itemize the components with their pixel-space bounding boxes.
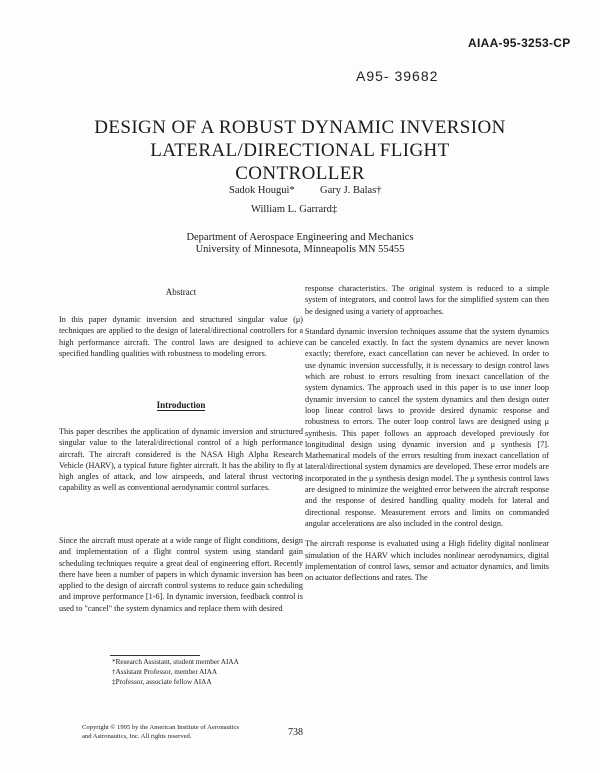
right-column xyxy=(305,283,549,592)
author-garrard: William L. Garrard‡ xyxy=(251,204,338,215)
footnotes xyxy=(112,657,239,687)
paper-title xyxy=(60,116,540,185)
abstract-heading: Abstract xyxy=(165,287,197,297)
copyright-line: and Astronautics, Inc. All rights reserved. xyxy=(82,732,192,740)
report-number: AIAA-95-3253-CP xyxy=(468,36,571,50)
introduction-heading xyxy=(59,400,303,410)
footnote-rule xyxy=(110,655,200,656)
introduction-heading-text: Introduction xyxy=(156,400,206,410)
copyright-notice xyxy=(82,724,239,741)
title-line: CONTROLLER xyxy=(235,163,365,184)
author-hougui: Sadok Hougui* xyxy=(229,185,295,196)
footnote: *Research Assistant, student member AIAA xyxy=(112,658,239,666)
title-line: DESIGN OF A ROBUST DYNAMIC INVERSION xyxy=(94,117,506,138)
affiliation-university: University of Minnesota, Minneapolis MN 55455 xyxy=(195,244,405,255)
copyright-line: Copyright © 1995 by the American Institute of Aeronautics xyxy=(82,724,240,731)
body-paragraph: response characteristics. The original system is reduced to a simple system of integrators, and control laws for the simplified system can then be designed using a variety of approaches. xyxy=(305,284,549,316)
affiliation-department: Department of Aerospace Engineering and Mechanics xyxy=(186,232,414,243)
introduction-paragraph-1 xyxy=(59,426,303,503)
accession-number: A95- 39682 xyxy=(356,68,439,84)
abstract-paragraph: In this paper dynamic inversion and structured singular value (μ) techniques are applied to the design of lateral/directional controllers for a high performance aircraft. The control laws are designed to achieve specified handling qualities with robustness to modeling errors. xyxy=(59,315,303,358)
body-paragraph: The aircraft response is evaluated using a High fidelity digital nonlinear simulation of the HARV which includes nonlinear aerodynamics, digital implementation of control laws, sensor and actuator dynamics, and limits on actuator deflections and rates. The xyxy=(305,539,549,583)
author-balas: Gary J. Balas† xyxy=(320,185,382,196)
affiliation xyxy=(120,232,480,256)
footnote: †Assistant Professor, member AIAA xyxy=(112,668,218,676)
page-number: 738 xyxy=(288,727,303,738)
body-paragraph: Since the aircraft must operate at a wide range of flight conditions, design and implementation of a flight control system using standard gain scheduling techniques require a great deal of engineering effort. Recently there have been a number of papers in which dynamic inversion has been applied to the design of aircraft control systems to reduce gain scheduling and improve performance [1-6]. In dynamic inversion, feedback control is used to "cancel" the system dynamics and replace them with desired xyxy=(59,536,303,613)
footnote: ‡Professor, associate fellow AIAA xyxy=(112,678,212,686)
body-paragraph: This paper describes the application of dynamic inversion and structured singular value to the lateral/directional control of a high performance aircraft. The aircraft considered is the NASA High Alpha Research Vehicle (HARV), a typical future fighter aircraft. It has the ability to fly at high angles of attack, and low airspeeds, and lateral thrust vectoring capability as well as conventional aerodynamic control surfaces. xyxy=(59,427,303,493)
abstract-body xyxy=(59,314,303,368)
body-paragraph: Standard dynamic inversion techniques assume that the system dynamics can be canceled exactly. In fact the system dynamics are never known exactly; therefore, exact cancellation can never be achieved. In order to use dynamic inversion successfully, it is necessary to design control laws which are robust to errors resulting from inexact cancellation of the system dynamics. The approach used in this paper is to use inner loop dynamic inversion to cancel the system dynamics and then design outer loop linear control laws to provide desired dynamic response and robustness to errors. The outer loop control laws are designed using μ synthesis. This paper follows an approach developed previously for longitudinal design using dynamic inversion and μ synthesis [7]. Mathematical models of the errors resulting from inexact cancellation of lateral/directional system dynamics are developed. These error models are incorporated in the μ synthesis design model. The μ synthesis control laws are designed to minimize the weighted error between the aircraft response and the response of desired handling quality models for lateral and directional response. Measurement errors and limits on commanded angular accelerations are also included in the control design. xyxy=(305,326,549,528)
title-line: LATERAL/DIRECTIONAL FLIGHT xyxy=(150,140,450,161)
introduction-paragraph-2 xyxy=(59,535,303,623)
